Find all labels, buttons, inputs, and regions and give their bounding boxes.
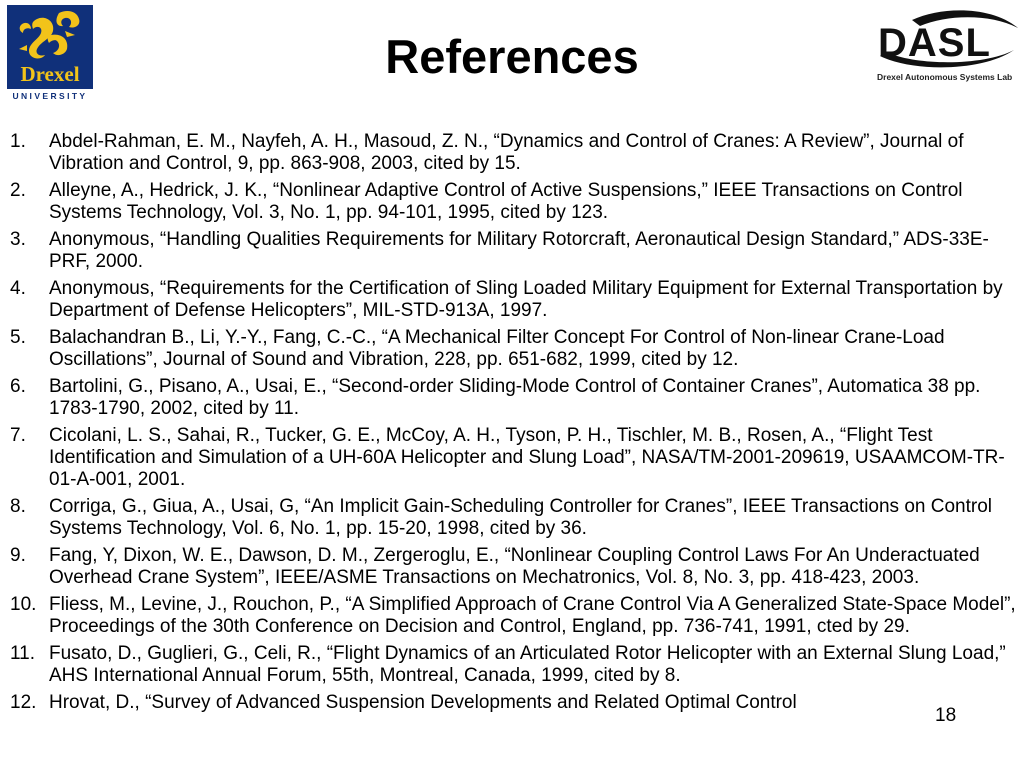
university-wordmark: UNIVERSITY bbox=[12, 91, 88, 101]
reference-item bbox=[0, 131, 1016, 175]
reference-text: Alleyne, A., Hedrick, J. K., “Nonlinear Adaptive Control of Active Suspensions,” IEEE Transactions on Control Systems Technology, Vol. 3, No. 1, pp. 94-101, 1995, cited by 123. bbox=[49, 180, 963, 223]
reference-item bbox=[0, 496, 1016, 540]
page-number: 18 bbox=[935, 705, 957, 726]
dasl-logo-text: DASL bbox=[878, 21, 991, 65]
reference-text: Fliess, M., Levine, J., Rouchon, P., “A Simplified Approach of Crane Control Via A Generalized State-Space Model”, Proceedings of the 30th Conference on Decision and Control, England, pp. 736-741, 1991, cted by 29. bbox=[49, 594, 1016, 637]
reference-text: Anonymous, “Handling Qualities Requirements for Military Rotorcraft, Aeronautical Design Standard,” ADS-33E-PRF, 2000. bbox=[49, 229, 989, 272]
reference-item bbox=[0, 327, 1016, 371]
reference-text: Balachandran B., Li, Y.-Y., Fang, C.-C., “A Mechanical Filter Concept For Control of Non-linear Crane-Load Oscillations”, Journal of Sound and Vibration, 228, pp. 651-682, 1999, cited by 12. bbox=[49, 327, 945, 370]
reference-number: 1. bbox=[10, 131, 26, 152]
reference-item bbox=[0, 376, 1016, 420]
reference-number: 4. bbox=[10, 278, 26, 299]
reference-text: Cicolani, L. S., Sahai, R., Tucker, G. E., McCoy, A. H., Tyson, P. H., Tischler, M. B., Rosen, A., “Flight Test Identification and Simulation of a UH-60A Helicopter and Slung Load”, NASA/TM-2001-209619, USAAMCOM-TR-01-A-001, 2001. bbox=[49, 425, 1005, 490]
reference-text: Fang, Y, Dixon, W. E., Dawson, D. M., Zergeroglu, E., “Nonlinear Coupling Control Laws For An Underactuated Overhead Crane System”, IEEE/ASME Transactions on Mechatronics, Vol. 8, No. 3, pp. 418-423, 2003. bbox=[49, 545, 980, 588]
reference-text: Fusato, D., Guglieri, G., Celi, R., “Flight Dynamics of an Articulated Rotor Helicopter with an External Slung Load,” AHS International Annual Forum, 55th, Montreal, Canada, 1999, cited by 8. bbox=[49, 643, 1006, 686]
reference-number: 9. bbox=[10, 545, 26, 566]
reference-item bbox=[0, 643, 1016, 687]
reference-number: 5. bbox=[10, 327, 26, 348]
reference-number: 3. bbox=[10, 229, 26, 250]
reference-text: Anonymous, “Requirements for the Certification of Sling Loaded Military Equipment for External Transportation by Department of Defense Helicopters”, MIL-STD-913A, 1997. bbox=[49, 278, 1003, 321]
reference-item bbox=[0, 229, 1016, 273]
reference-number: 8. bbox=[10, 496, 26, 517]
dasl-subtitle: Drexel Autonomous Systems Lab bbox=[877, 72, 1013, 82]
reference-text: Corriga, G., Giua, A., Usai, G, “An Implicit Gain-Scheduling Controller for Cranes”, IEEE Transactions on Control Systems Technology, Vol. 6, No. 1, pp. 15-20, 1998, cited by 36. bbox=[49, 496, 992, 539]
reference-text: Bartolini, G., Pisano, A., Usai, E., “Second-order Sliding-Mode Control of Container Cranes”, Automatica 38 pp. 1783-1790, 2002, cited by 11. bbox=[49, 376, 981, 419]
reference-number: 11. bbox=[10, 643, 36, 664]
reference-item bbox=[0, 425, 1016, 491]
reference-item bbox=[0, 278, 1016, 322]
reference-number: 12. bbox=[10, 692, 37, 713]
reference-number: 7. bbox=[10, 425, 26, 446]
reference-number: 10. bbox=[10, 594, 37, 615]
drexel-wordmark: Drexel bbox=[20, 62, 80, 86]
reference-item bbox=[0, 180, 1016, 224]
reference-item bbox=[0, 545, 1016, 589]
reference-text: Abdel-Rahman, E. M., Nayfeh, A. H., Masoud, Z. N., “Dynamics and Control of Cranes: A Review”, Journal of Vibration and Control, 9, pp. 863-908, 2003, cited by 15. bbox=[49, 131, 964, 174]
reference-list bbox=[0, 131, 1016, 719]
reference-item bbox=[0, 692, 1016, 714]
dasl-wordmark-icon bbox=[872, 6, 1022, 72]
reference-number: 2. bbox=[10, 180, 26, 201]
reference-number: 6. bbox=[10, 376, 26, 397]
reference-text: Hrovat, D., “Survey of Advanced Suspension Developments and Related Optimal Control bbox=[49, 692, 797, 713]
dasl-logo bbox=[872, 6, 1022, 88]
page-title: References bbox=[385, 30, 639, 83]
reference-item bbox=[0, 594, 1016, 638]
